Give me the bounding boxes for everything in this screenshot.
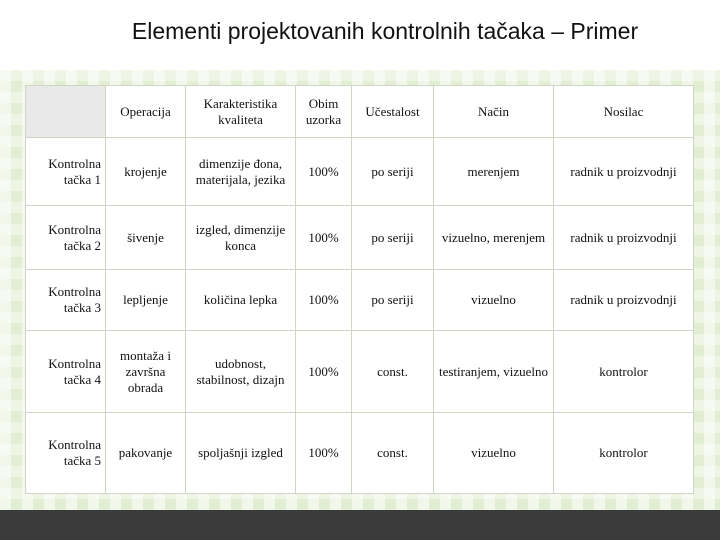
cell-nosilac: kontrolor [554, 413, 694, 494]
footer-bar [0, 510, 720, 540]
cell-karakteristika: udobnost, stabilnost, dizajn [186, 331, 296, 413]
header-ucestalost: Učestalost [352, 86, 434, 138]
cell-ucestalost: po seriji [352, 270, 434, 331]
table-row [26, 138, 694, 206]
cell-operacija: šivenje [106, 206, 186, 270]
cell-obim: 100% [296, 331, 352, 413]
cell-ucestalost: po seriji [352, 138, 434, 206]
cell-nacin: vizuelno [434, 413, 554, 494]
cell-operacija: krojenje [106, 138, 186, 206]
cell-nosilac: radnik u proizvodnji [554, 270, 694, 331]
row-label: Kontrolna tačka 1 [26, 138, 106, 206]
cell-nacin: vizuelno [434, 270, 554, 331]
cell-operacija: lepljenje [106, 270, 186, 331]
cell-nosilac: radnik u proizvodnji [554, 206, 694, 270]
control-points-table [25, 85, 694, 494]
row-label: Kontrolna tačka 4 [26, 331, 106, 413]
cell-nosilac: kontrolor [554, 331, 694, 413]
cell-ucestalost: const. [352, 413, 434, 494]
header-obim: Obim uzorka [296, 86, 352, 138]
cell-ucestalost: po seriji [352, 206, 434, 270]
header-row [26, 86, 694, 138]
cell-karakteristika: količina lepka [186, 270, 296, 331]
title-band [0, 0, 720, 70]
cell-operacija: pakovanje [106, 413, 186, 494]
row-label: Kontrolna tačka 5 [26, 413, 106, 494]
cell-karakteristika: izgled, dimenzije konca [186, 206, 296, 270]
row-label: Kontrolna tačka 2 [26, 206, 106, 270]
cell-obim: 100% [296, 413, 352, 494]
cell-ucestalost: const. [352, 331, 434, 413]
cell-obim: 100% [296, 270, 352, 331]
row-label: Kontrolna tačka 3 [26, 270, 106, 331]
cell-nosilac: radnik u proizvodnji [554, 138, 694, 206]
cell-karakteristika: dimenzije đona, materijala, jezika [186, 138, 296, 206]
header-nacin: Način [434, 86, 554, 138]
cell-obim: 100% [296, 206, 352, 270]
header-operacija: Operacija [106, 86, 186, 138]
table-row [26, 206, 694, 270]
table-row [26, 413, 694, 494]
cell-obim: 100% [296, 138, 352, 206]
table-row [26, 331, 694, 413]
header-nosilac: Nosilac [554, 86, 694, 138]
table-row [26, 270, 694, 331]
header-karakteristika: Karakteristika kvaliteta [186, 86, 296, 138]
cell-karakteristika: spoljašnji izgled [186, 413, 296, 494]
cell-nacin: merenjem [434, 138, 554, 206]
corner-cell [26, 86, 106, 138]
cell-nacin: testiranjem, vizuelno [434, 331, 554, 413]
cell-nacin: vizuelno, merenjem [434, 206, 554, 270]
cell-operacija: montaža i završna obrada [106, 331, 186, 413]
slide-title: Elementi projektovanih kontrolnih tačaka – Primer [131, 18, 639, 44]
